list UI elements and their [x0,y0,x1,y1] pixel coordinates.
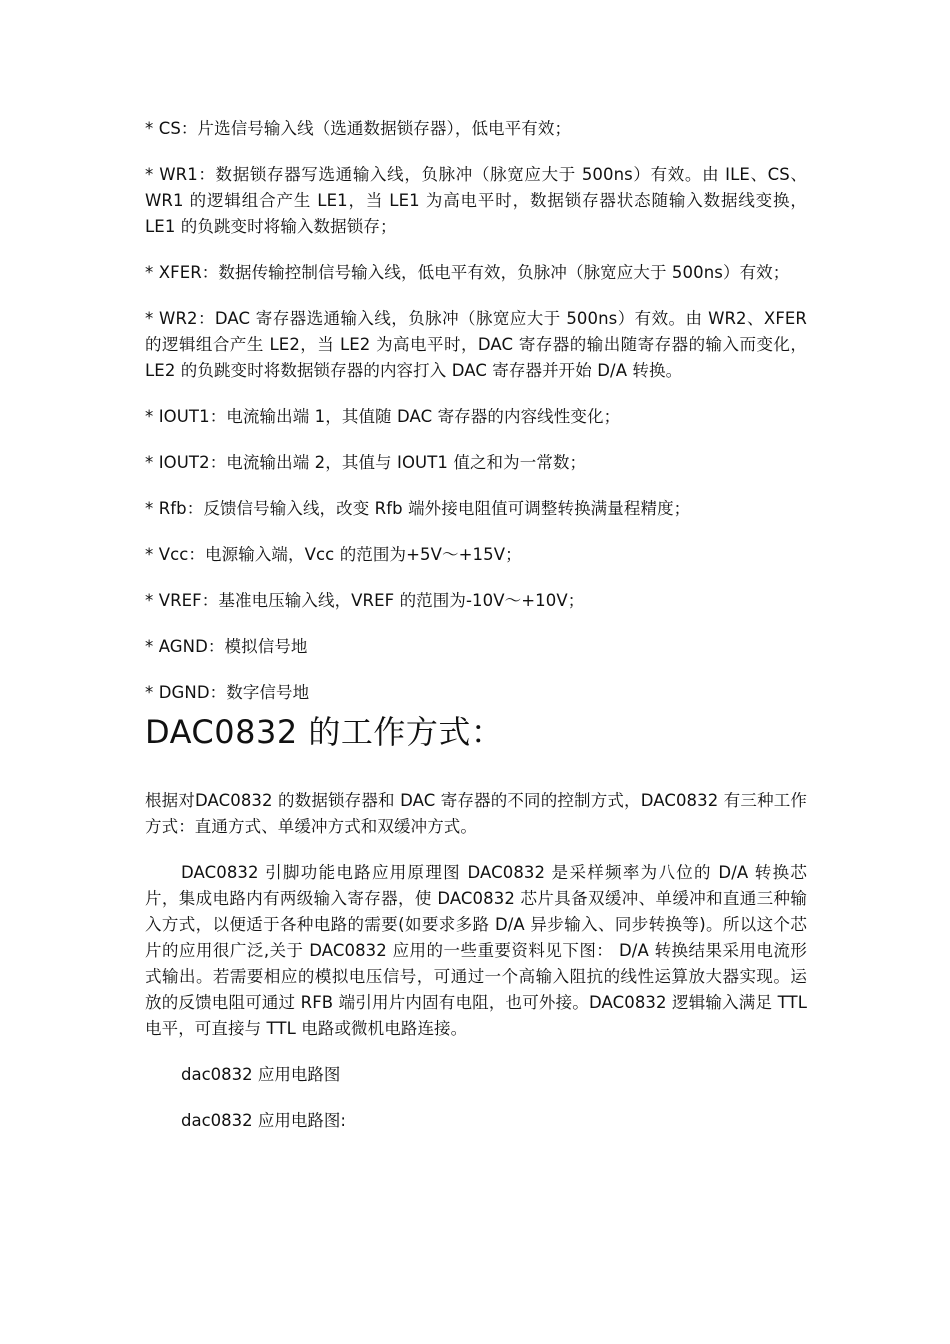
figure-caption: dac0832 应用电路图 [181,1065,341,1084]
pin-agnd-description: * AGND：模拟信号地 [145,637,308,656]
pin-vref-description: * VREF：基准电压输入线，VREF 的范围为-10V～+10V； [145,591,585,610]
pin-rfb-description: * Rfb：反馈信号输入线，改变 Rfb 端外接电阻值可调整转换满量程精度； [145,499,691,518]
pin-iout1-description: * IOUT1：电流输出端 1，其值随 DAC 寄存器的内容线性变化； [145,407,621,426]
intro-paragraph: 根据对DAC0832 的数据锁存器和 DAC 寄存器的不同的控制方式，DAC0832 有三种工作方式：直通方式、单缓冲方式和双缓冲方式。 [145,791,807,836]
pin-xfer-description: * XFER：数据传输控制信号输入线，低电平有效，负脉冲（脉宽应大于 500ns）有效； [145,263,790,282]
pin-wr2-description: * WR2：DAC 寄存器选通输入线，负脉冲（脉宽应大于 500ns）有效。由 WR2、XFER 的逻辑组合产生 LE2，当 LE2 为高电平时，DAC 寄存器的输出随寄存器的输入而变化，LE2 的负跳变时将数据锁存器的内容打入 DAC 寄存器并开始 D/A 转换。 [145,309,807,380]
pin-vcc-description: * Vcc：电源输入端，Vcc 的范围为+5V～+15V； [145,545,522,564]
figure-caption-2: dac0832 应用电路图: [181,1111,346,1130]
pin-cs-description: * CS：片选信号输入线（选通数据锁存器），低电平有效； [145,119,572,138]
pin-iout2-description: * IOUT2：电流输出端 2，其值与 IOUT1 值之和为一常数； [145,453,587,472]
section-heading: DAC0832 的工作方式： [145,713,504,751]
pin-wr1-description: * WR1：数据锁存器写选通输入线，负脉冲（脉宽应大于 500ns）有效。由 ILE、CS、WR1 的逻辑组合产生 LE1，当 LE1 为高电平时，数据锁存器状态随输入数据线变换，LE1 的负跳变时将输入数据锁存； [145,165,807,236]
pin-dgnd-description: * DGND：数字信号地 [145,683,310,702]
body-paragraph: DAC0832 引脚功能电路应用原理图 DAC0832 是采样频率为八位的 D/A 转换芯片，集成电路内有两级输入寄存器，使 DAC0832 芯片具备双缓冲、单缓冲和直通三种输入方式，以便适于各种电路的需要(如要求多路 D/A 异步输入、同步转换等)。所以这个芯片的应用很广泛,关于 DAC0832 应用的一些重要资料见下图： D/A 转换结果采用电流形式输出。若需要相应的模拟电压信号，可通过一个高输入阻抗的线性运算放大器实现。运放的反馈电阻可通过 RFB 端引用片内固有电阻，也可外接。DAC0832 逻辑输入满足 TTL 电平，可直接与 TTL 电路或微机电路连接。 [145,863,807,1038]
document-page [145,116,807,1154]
